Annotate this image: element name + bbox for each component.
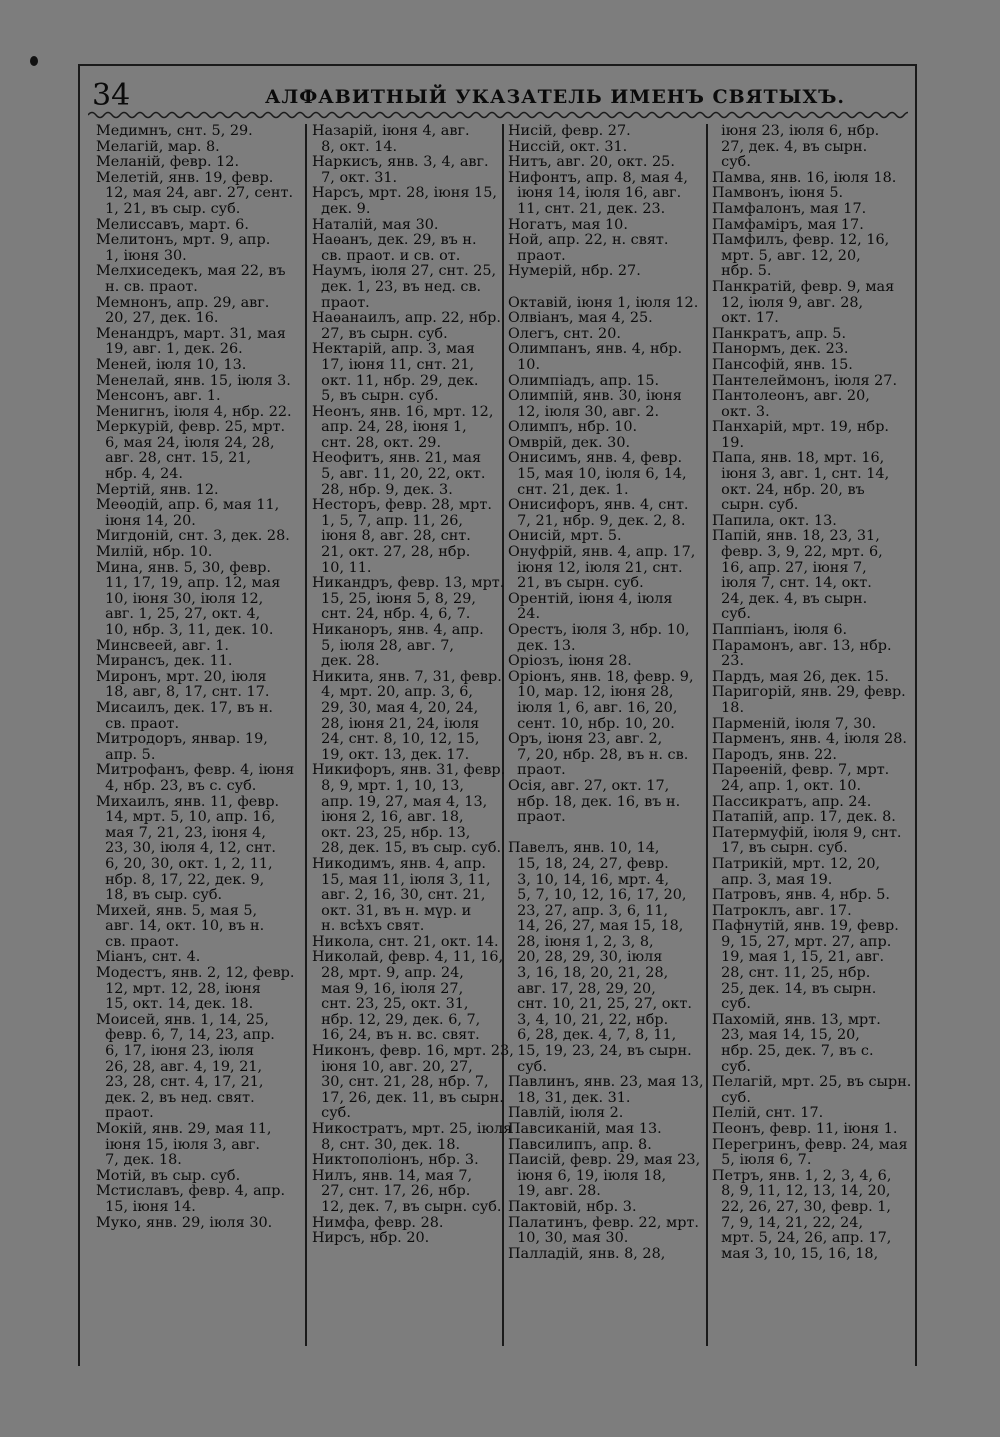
index-entry-line: Омврій, дек. 30. xyxy=(508,434,631,451)
index-entry-line: 19, авг. 28. xyxy=(508,1183,601,1200)
index-entry-line: Онисифоръ, янв. 4, снт. xyxy=(508,497,689,514)
index-entry-line: Никостратъ, мрт. 25, іюля xyxy=(312,1121,513,1137)
index-entry-line: Парамонъ, авг. 13, нбр. xyxy=(712,637,892,654)
index-entry-line: св. праот. xyxy=(96,715,180,732)
index-entry-line: мрт. 5, 24, 26, апр. 17, xyxy=(712,1230,892,1247)
index-entry-line: 3, 10, 14, 16, мрт. 4, xyxy=(508,871,670,888)
index-entry-line: Пассикратъ, апр. 24. xyxy=(712,793,872,810)
index-entry-line: 12, іюля 30, авг. 2. xyxy=(508,403,660,420)
index-entry-line: 15, іюня 14. xyxy=(96,1198,196,1215)
index-entry-line: Никола, снт. 21, окт. 14. xyxy=(312,933,499,950)
index-entry-line: снт. 28, окт. 29. xyxy=(312,434,442,451)
index-entry-line: 23, 28, снт. 4, 17, 21, xyxy=(96,1074,264,1091)
page-number: 34 xyxy=(92,78,131,113)
index-entry-line: 28, мрт. 9, апр. 24, xyxy=(312,965,464,982)
index-entry-line: 22, 26, 27, 30, февр. 1, xyxy=(712,1198,891,1215)
index-entry-line: 17, 26, дек. 11, въ сырн. xyxy=(312,1089,504,1106)
index-entry-line: Моисей, янв. 1, 14, 25, xyxy=(96,1011,269,1028)
index-entry-line: Мисаилъ, дек. 17, въ н. xyxy=(96,699,273,716)
index-entry-line: Неонъ, янв. 16, мрт. 12, xyxy=(312,403,494,420)
index-entry-line: апр. 5. xyxy=(96,746,156,763)
index-entry-line: Мина, янв. 5, 30, февр. xyxy=(96,559,271,576)
index-entry-line: іюня 23, іюля 6, нбр. xyxy=(712,123,880,139)
ink-spot xyxy=(30,56,38,66)
index-entry-line: Онисимъ, янв. 4, февр. xyxy=(508,450,683,467)
index-entry-line: іюня 15, іюля 3, авг. xyxy=(96,1136,261,1153)
index-entry-line: 8, 9, 11, 12, 13, 14, 20, xyxy=(712,1183,891,1200)
index-entry-line: св. праот. xyxy=(96,933,180,950)
index-entry-line: 25, дек. 14, въ сырн. xyxy=(712,980,877,997)
index-entry-line: іюня 6, 19, іюля 18, xyxy=(508,1167,667,1184)
index-entry-line: 5, іюля 6, 7. xyxy=(712,1152,812,1169)
index-entry-line: Олвіанъ, мая 4, 25. xyxy=(508,310,653,327)
index-entry-line: 23, мая 14, 15, 20, xyxy=(712,1027,860,1044)
index-entry-line: 3, 16, 18, 20, 21, 28, xyxy=(508,965,669,982)
index-entry-line: Нифонтъ, апр. 8, мая 4, xyxy=(508,169,688,186)
index-entry-line: Пантелеймонъ, іюля 27. xyxy=(712,372,898,389)
index-entry-line: 10, мар. 12, іюня 28, xyxy=(508,684,674,701)
column-separator xyxy=(305,124,307,1346)
index-entry-line: Оріонъ, янв. 18, февр. 9, xyxy=(508,668,694,685)
index-entry-line: авг. 2, 16, 30, снт. 21, xyxy=(312,887,486,904)
index-entry-line: дек. 28. xyxy=(312,653,380,670)
index-entry-line: Ниссій, окт. 31. xyxy=(508,138,628,155)
index-entry-line: Мотій, въ сыр. суб. xyxy=(96,1167,241,1184)
index-entry-line: 29, 30, мая 4, 20, 24, xyxy=(312,699,479,716)
index-entry-line: 23, 30, іюля 4, 12, снт. xyxy=(96,840,276,857)
index-entry-line: февр. 6, 7, 14, 23, апр. xyxy=(96,1027,275,1044)
index-entry-line: Наѳанаилъ, апр. 22, нбр. xyxy=(312,310,501,327)
index-entry-line: Мемнонъ, апр. 29, авг. xyxy=(96,294,270,311)
index-entry-line: Никита, янв. 7, 31, февр. xyxy=(312,668,502,685)
index-entry-line: нбр. 12, 29, дек. 6, 7, xyxy=(312,1011,481,1028)
index-entry-line: 19, окт. 13, дек. 17. xyxy=(312,746,470,763)
index-entry-line: авг. 14, окт. 10, въ н. xyxy=(96,918,265,935)
index-entry-line: 15, окт. 14, дек. 18. xyxy=(96,996,254,1013)
index-entry-line: Панхарій, мрт. 19, нбр. xyxy=(712,419,889,436)
index-entry-line: 1, іюня 30. xyxy=(96,247,187,264)
index-entry-line: Папій, янв. 18, 23, 31, xyxy=(712,528,880,545)
index-entry-line: Медимнъ, снт. 5, 29. xyxy=(96,123,253,139)
index-entry-line: Оріозъ, іюня 28. xyxy=(508,653,632,670)
index-entry-line: Павсилипъ, апр. 8. xyxy=(508,1136,652,1153)
index-entry-line: 3, 4, 10, 21, 22, нбр. xyxy=(508,1011,669,1028)
index-entry-line: Павлій, іюля 2. xyxy=(508,1105,624,1122)
index-entry-line: дек. 9. xyxy=(312,200,371,217)
index-entry-line: снт. 23, 25, окт. 31, xyxy=(312,996,469,1013)
index-entry-line: іюня 10, авг. 20, 27, xyxy=(312,1058,473,1075)
index-entry-line: Менсонъ, авг. 1. xyxy=(96,388,221,405)
index-entry-line: окт. 3. xyxy=(712,403,770,420)
index-entry-line: 1, 5, 7, апр. 11, 26, xyxy=(312,512,463,529)
index-entry-line: 20, 27, дек. 16. xyxy=(96,310,219,327)
index-entry-line: Оръ, іюня 23, авг. 2, xyxy=(508,731,663,748)
index-entry-line: Памфалонъ, мая 17. xyxy=(712,200,867,217)
index-entry-line: 15, 25, іюня 5, 8, 29, xyxy=(312,590,476,607)
index-entry-line: Никаноръ, янв. 4, апр. xyxy=(312,622,484,638)
index-entry-line: Муко, янв. 29, іюля 30. xyxy=(96,1214,273,1231)
index-entry-line: Миронъ, мрт. 20, іюля xyxy=(96,668,267,685)
index-entry-line: 6, 17, іюня 23, іюля xyxy=(96,1043,255,1060)
index-entry-line: 24. xyxy=(508,606,541,623)
index-entry-line: Перегринъ, февр. 24, мая xyxy=(712,1136,908,1153)
index-entry-line: Нилъ, янв. 14, мая 7, xyxy=(312,1167,473,1184)
index-entry-line: Мелагій, мар. 8. xyxy=(96,138,220,155)
index-entry-line: Пеонъ, февр. 11, іюня 1. xyxy=(712,1121,898,1137)
index-entry-line: Менандръ, март. 31, мая xyxy=(96,325,286,342)
index-entry-line: 7, 21, нбр. 9, дек. 2, 8. xyxy=(508,512,686,529)
index-entry-line: 5, 7, 10, 12, 16, 17, 20, xyxy=(508,887,687,904)
decorative-rule xyxy=(88,108,908,122)
index-entry-line: 6, мая 24, іюля 24, 28, xyxy=(96,434,275,451)
index-entry-line: н. св. праот. xyxy=(96,278,198,295)
index-entry-line: 30, снт. 21, 28, нбр. 7, xyxy=(312,1074,489,1091)
index-entry-line: Павсиканій, мая 13. xyxy=(508,1121,662,1137)
index-entry-line: праот. xyxy=(508,809,566,826)
index-entry-line: Октавій, іюня 1, іюля 12. xyxy=(508,294,699,311)
index-entry-line: мая 3, 10, 15, 16, 18, xyxy=(712,1245,879,1262)
index-entry-line: 14, мрт. 5, 10, апр. 16, xyxy=(96,809,276,826)
index-entry-line: Мелитонъ, мрт. 9, апр. xyxy=(96,232,271,249)
index-entry-line: Патермуфій, іюля 9, снт. xyxy=(712,824,902,841)
index-entry-line: Меѳодій, апр. 6, мая 11, xyxy=(96,497,280,514)
index-entry-line: 23. xyxy=(712,653,745,670)
index-entry-line: суб. xyxy=(712,1089,751,1106)
index-entry-line: Орентій, іюня 4, іюля xyxy=(508,590,673,607)
index-entry-line: 5, іюля 28, авг. 7, xyxy=(312,637,454,654)
index-entry-line: 12, мая 24, авг. 27, сент. xyxy=(96,185,294,202)
index-entry-line: 16, апр. 27, іюня 7, xyxy=(712,559,867,576)
index-entry-line: Памвонъ, іюня 5. xyxy=(712,185,844,202)
index-entry-line: Мокій, янв. 29, мая 11, xyxy=(96,1121,272,1137)
index-entry-line: снт. 10, 21, 25, 27, окт. xyxy=(508,996,692,1013)
index-entry-line: 12, іюля 9, авг. 28, xyxy=(712,294,864,311)
index-entry-line: сент. 10, нбр. 10, 20. xyxy=(508,715,675,732)
index-entry-line: февр. 3, 9, 22, мрт. 6, xyxy=(712,544,883,561)
index-entry-line: Паисій, февр. 29, мая 23, xyxy=(508,1152,701,1169)
index-entry-line: 19, мая 1, 15, 21, авг. xyxy=(712,949,885,966)
index-entry-line: нбр. 4, 24. xyxy=(96,466,183,483)
index-entry-line: Олимпій, янв. 30, іюня xyxy=(508,388,682,405)
index-entry-line: 14, 26, 27, мая 15, 18, xyxy=(508,918,684,935)
index-entry-line: суб. xyxy=(508,1058,547,1075)
index-entry-line: Нисій, февр. 27. xyxy=(508,123,631,139)
index-entry-line: 9, 15, 27, мрт. 27, апр. xyxy=(712,933,892,950)
index-entry-line: Наумъ, іюля 27, снт. 25, xyxy=(312,263,497,280)
index-entry-line: 24, дек. 4, въ сырн. xyxy=(712,590,868,607)
index-entry-line: Пантолеонъ, авг. 20, xyxy=(712,388,870,405)
index-entry-line: Паригорій, янв. 29, февр. xyxy=(712,684,906,701)
index-column-2 xyxy=(312,123,514,1247)
index-entry-line: 6, 20, 30, окт. 1, 2, 11, xyxy=(96,855,273,872)
index-entry-line: 27, снт. 17, 26, нбр. xyxy=(312,1183,471,1200)
index-entry-line: Ногатъ, мая 10. xyxy=(508,216,628,233)
index-entry-line: Панормъ, дек. 23. xyxy=(712,341,849,358)
index-entry-line: суб. xyxy=(712,154,751,171)
index-entry-line: Мелхиседекъ, мая 22, въ xyxy=(96,263,286,280)
index-entry-line: Нирсъ, нбр. 20. xyxy=(312,1230,430,1247)
index-entry-line: Пелагій, мрт. 25, въ сырн. xyxy=(712,1074,912,1091)
index-entry-line: 26, 28, авг. 4, 19, 21, xyxy=(96,1058,263,1075)
index-entry-line: Онуфрій, янв. 4, апр. 17, xyxy=(508,544,696,561)
index-entry-line: окт. 24, нбр. 20, въ xyxy=(712,481,865,498)
index-entry-line: 8, 9, мрт. 1, 10, 13, xyxy=(312,777,464,794)
index-entry-line: 11, 17, 19, апр. 12, мая xyxy=(96,575,281,592)
index-entry-line: Назарій, іюня 4, авг. xyxy=(312,123,470,139)
index-entry-line: Митрофанъ, февр. 4, іюня xyxy=(96,762,295,779)
index-entry-line: Патрикій, мрт. 12, 20, xyxy=(712,855,881,872)
index-entry-line: 7, 20, нбр. 28, въ н. св. xyxy=(508,746,689,763)
index-entry-line: 27, дек. 4, въ сырн. xyxy=(712,138,868,155)
index-entry-line: Нектарій, апр. 3, мая xyxy=(312,341,475,358)
index-entry-line: Мертій, янв. 12. xyxy=(96,481,219,498)
index-entry-line: 7, дек. 18. xyxy=(96,1152,182,1169)
index-entry-line: Олегъ, снт. 20. xyxy=(508,325,621,342)
index-entry-line: Мирансъ, дек. 11. xyxy=(96,653,233,670)
index-entry-line: 28, снт. 11, 25, нбр. xyxy=(712,965,871,982)
index-entry-line: мая 9, 16, іюля 27, xyxy=(312,980,464,997)
index-entry-line: Менелай, янв. 15, іюля 3. xyxy=(96,372,291,389)
index-entry-line: 24, апр. 1, окт. 10. xyxy=(712,777,862,794)
index-entry-line: 11, снт. 21, дек. 23. xyxy=(508,200,666,217)
index-entry-line: св. праот. и св. от. xyxy=(312,247,461,264)
index-entry-line: 28, іюня 1, 2, 3, 8, xyxy=(508,933,654,950)
index-entry-line: Никодимъ, янв. 4, апр. xyxy=(312,855,486,872)
index-entry-line: Никонъ, февр. 16, мрт. 23, xyxy=(312,1043,514,1060)
index-entry-line xyxy=(508,280,708,296)
index-entry-line: 4, мрт. 20, апр. 3, 6, xyxy=(312,684,473,701)
index-entry-line: 15, 18, 24, 27, февр. xyxy=(508,855,669,872)
index-entry-line: 15, 19, 23, 24, въ сырн. xyxy=(508,1043,692,1060)
index-entry-line: авг. 1, 25, 27, окт. 4, xyxy=(96,606,261,623)
index-entry-line: окт. 31, въ н. мүр. и xyxy=(312,902,472,919)
index-entry-line: Минсвеей, авг. 1. xyxy=(96,637,229,654)
index-entry-line: Михаилъ, янв. 11, февр. xyxy=(96,793,280,810)
index-entry-line: 7, окт. 31. xyxy=(312,169,398,186)
index-entry-line: Мелетій, янв. 19, февр. xyxy=(96,169,274,186)
index-entry-line: іюня 12, іюля 21, снт. xyxy=(508,559,683,576)
index-entry-line: дек. 2, въ нед. свят. xyxy=(96,1089,255,1106)
index-entry-line: мрт. 5, авг. 12, 20, xyxy=(712,247,861,264)
index-entry-line: Парменій, іюля 7, 30. xyxy=(712,715,877,732)
index-entry-line: 28, нбр. 9, дек. 3. xyxy=(312,481,453,498)
index-entry-line: Павелъ, янв. 10, 14, xyxy=(508,840,660,857)
index-entry-line: Пахомій, янв. 13, мрт. xyxy=(712,1011,881,1028)
index-entry-line: Мстиславъ, февр. 4, апр. xyxy=(96,1183,286,1200)
index-entry-line: Ной, апр. 22, н. свят. xyxy=(508,232,669,249)
index-entry-line xyxy=(508,826,708,842)
index-entry-line: 8, снт. 30, дек. 18. xyxy=(312,1136,461,1153)
index-entry-line: окт. 17. xyxy=(712,310,779,327)
index-entry-line: Олимпъ, нбр. 10. xyxy=(508,419,638,436)
index-entry-line: 12, дек. 7, въ сырн. суб. xyxy=(312,1198,502,1215)
index-entry-line: окт. 23, 25, нбр. 13, xyxy=(312,824,471,841)
index-entry-line: 19. xyxy=(712,434,745,451)
index-entry-line: Парѳеній, февр. 7, мрт. xyxy=(712,762,890,779)
index-entry-line: Нарсъ, мрт. 28, іюня 15, xyxy=(312,185,497,202)
index-entry-line: 7, 9, 14, 21, 22, 24, xyxy=(712,1214,864,1231)
index-entry-line: іюня 14, іюля 16, авг. xyxy=(508,185,682,202)
index-entry-line: Меркурій, февр. 25, мрт. xyxy=(96,419,286,436)
index-entry-line: авг. 17, 28, 29, 20, xyxy=(508,980,656,997)
index-entry-line: Менигнъ, іюля 4, нбр. 22. xyxy=(96,403,292,420)
index-entry-line: 21, въ сырн. суб. xyxy=(508,575,644,592)
index-entry-line: дек. 13. xyxy=(508,637,576,654)
index-entry-line: Наталій, мая 30. xyxy=(312,216,439,233)
index-entry-line: іюня 8, авг. 28, снт. xyxy=(312,528,471,545)
index-column-4 xyxy=(712,124,912,1262)
index-entry-line: Никифоръ, янв. 31, февр. xyxy=(312,762,506,779)
index-entry-line: 18, 31, дек. 31. xyxy=(508,1089,631,1106)
index-entry-line: Патроклъ, авг. 17. xyxy=(712,902,852,919)
index-entry-line: 17, въ сырн. суб. xyxy=(712,840,848,857)
index-entry-line: 5, авг. 11, 20, 22, окт. xyxy=(312,466,486,483)
index-entry-line: 12, мрт. 12, 28, іюня xyxy=(96,980,261,997)
index-entry-line: Олимпанъ, янв. 4, нбр. xyxy=(508,341,683,358)
index-entry-line: 24, снт. 8, 10, 12, 15, xyxy=(312,731,480,748)
index-entry-line: Пансофій, янв. 15. xyxy=(712,356,853,373)
index-entry-line: праот. xyxy=(312,294,370,311)
index-entry-line: 17, іюня 11, снт. 21, xyxy=(312,356,475,373)
index-entry-line: Неофитъ, янв. 21, мая xyxy=(312,450,482,467)
index-entry-line: 6, 28, дек. 4, 7, 8, 11, xyxy=(508,1027,677,1044)
index-entry-line: 18, авг, 8, 17, снт. 17. xyxy=(96,684,270,701)
index-entry-line: Парменъ, янв. 4, іюля 28. xyxy=(712,731,907,748)
index-entry-line: 28, іюня 21, 24, іюля xyxy=(312,715,480,732)
index-entry-line: нбр. 8, 17, 22, дек. 9, xyxy=(96,871,265,888)
index-entry-line: 10, 30, мая 30. xyxy=(508,1230,629,1247)
index-entry-line: Пафнутій, янв. 19, февр. xyxy=(712,918,899,935)
index-entry-line: Панкратъ, апр. 5. xyxy=(712,325,847,342)
index-entry-line: суб. xyxy=(712,1058,751,1075)
index-entry-line: 10, 11. xyxy=(312,559,372,576)
index-entry-line: 8, окт. 14. xyxy=(312,138,398,155)
index-entry-line: 20, 28, 29, 30, іюля xyxy=(508,949,663,966)
index-entry-line: дек. 1, 23, въ нед. св. xyxy=(312,278,482,295)
index-entry-line: Паппіанъ, іюля 6. xyxy=(712,622,848,638)
index-entry-line: праот. xyxy=(508,762,566,779)
index-entry-line: Пардъ, мая 26, дек. 15. xyxy=(712,668,889,685)
index-entry-line: іюня 14, 20. xyxy=(96,512,196,529)
index-entry-line: 27, въ сырн. суб. xyxy=(312,325,448,342)
index-entry-line: Петръ, янв. 1, 2, 3, 4, 6, xyxy=(712,1167,892,1184)
index-entry-line: 18. xyxy=(712,699,745,716)
index-entry-line: апр. 3, мая 19. xyxy=(712,871,833,888)
index-entry-line: 23, 27, апр. 3, 6, 11, xyxy=(508,902,669,919)
index-entry-line: Несторъ, февр. 28, мрт. xyxy=(312,497,492,514)
index-entry-line: Нитъ, авг. 20, окт. 25. xyxy=(508,154,675,171)
index-entry-line: 21, окт. 27, 28, нбр. xyxy=(312,544,471,561)
index-entry-line: нбр. 5. xyxy=(712,263,772,280)
index-entry-line: 4, нбр. 23, въ с. суб. xyxy=(96,777,257,794)
index-entry-line: Никтополіонъ, нбр. 3. xyxy=(312,1152,479,1169)
index-entry-line: Митродоръ, январ. 19, xyxy=(96,731,268,748)
index-entry-line: Панкратій, февр. 9, мая xyxy=(712,278,895,295)
index-entry-line: Михей, янв. 5, мая 5, xyxy=(96,902,258,919)
index-entry-line: Онисій, мрт. 5. xyxy=(508,528,622,545)
index-entry-line: 16, 24, въ н. вс. свят. xyxy=(312,1027,480,1044)
page-title: АЛФАВИТНЫЙ УКАЗАТЕЛЬ ИМЕНЪ СВЯТЫХЪ. xyxy=(265,86,845,108)
index-entry-line: Палатинъ, февр. 22, мрт. xyxy=(508,1214,699,1231)
index-entry-line: 15, мая 10, іюля 6, 14, xyxy=(508,466,687,483)
index-entry-line: 5, въ сырн. суб. xyxy=(312,388,439,405)
index-entry-line: іюня 3, авг. 1, снт. 14, xyxy=(712,466,890,483)
index-entry-line: Патровъ, янв. 4, нбр. 5. xyxy=(712,887,890,904)
index-entry-line: 10, іюня 30, іюля 12, xyxy=(96,590,264,607)
index-entry-line: Пародъ, янв. 22. xyxy=(712,746,837,763)
index-entry-line: Памфилъ, февр. 12, 16, xyxy=(712,232,890,249)
index-entry-line: Памфаміръ, мая 17. xyxy=(712,216,864,233)
index-entry-line: праот. xyxy=(508,247,566,264)
index-entry-line: авг. 28, снт. 15, 21, xyxy=(96,450,252,467)
index-entry-line: снт. 24, нбр. 4, 6, 7. xyxy=(312,606,471,623)
index-entry-line: Патапій, апр. 17, дек. 8. xyxy=(712,809,896,826)
index-entry-line: Папа, янв. 18, мрт. 16, xyxy=(712,450,885,467)
index-entry-line: Орестъ, іюля 3, нбр. 10, xyxy=(508,622,690,638)
index-entry-line: іюля 7, снт. 14, окт. xyxy=(712,575,872,592)
index-entry-line: Меланій, февр. 12. xyxy=(96,154,240,171)
index-entry-line: апр. 19, 27, мая 4, 13, xyxy=(312,793,488,810)
index-entry-line: суб. xyxy=(712,606,751,623)
index-entry-line: суб. xyxy=(712,996,751,1013)
index-entry-line: апр. 24, 28, іюня 1, xyxy=(312,419,467,436)
index-entry-line: 15, мая 11, іюля 3, 11, xyxy=(312,871,491,888)
index-entry-line: Пелій, снт. 17. xyxy=(712,1105,824,1122)
index-entry-line: суб. xyxy=(312,1105,351,1122)
index-entry-line: нбр. 25, дек. 7, въ с. xyxy=(712,1043,874,1060)
index-entry-line: Наѳанъ, дек. 29, въ н. xyxy=(312,232,477,249)
index-entry-line: окт. 11, нбр. 29, дек. xyxy=(312,372,479,389)
index-entry-line: Меней, іюля 10, 13. xyxy=(96,356,247,373)
index-entry-line: Мелиссавъ, март. 6. xyxy=(96,216,249,233)
index-entry-line: Міанъ, снт. 4. xyxy=(96,949,201,966)
index-entry-line: 1, 21, въ сыр. суб. xyxy=(96,200,241,217)
index-entry-line: Павлинъ, янв. 23, мая 13, xyxy=(508,1074,704,1091)
index-entry-line: н. всѣхъ свят. xyxy=(312,918,425,935)
index-entry-line: 19, авг. 1, дек. 26. xyxy=(96,341,243,358)
index-entry-line: Пактовій, нбр. 3. xyxy=(508,1198,637,1215)
index-entry-line: Памва, янв. 16, іюля 18. xyxy=(712,169,897,186)
index-entry-line: Милій, нбр. 10. xyxy=(96,544,213,561)
index-entry-line: Папила, окт. 13. xyxy=(712,512,837,529)
index-entry-line: 10, нбр. 3, 11, дек. 10. xyxy=(96,622,274,638)
index-entry-line: праот. xyxy=(96,1105,154,1122)
index-entry-line: сырн. суб. xyxy=(712,497,799,514)
index-entry-line: Наркисъ, янв. 3, 4, авг. xyxy=(312,154,489,171)
index-entry-line: 10. xyxy=(508,356,541,373)
index-entry-line: Никандръ, февр. 13, мрт. xyxy=(312,575,505,592)
index-entry-line: іюня 2, 16, авг. 18, xyxy=(312,809,464,826)
index-entry-line: нбр. 18, дек. 16, въ н. xyxy=(508,793,681,810)
index-entry-line: іюля 1, 6, авг. 16, 20, xyxy=(508,699,678,716)
index-entry-line: Модестъ, янв. 2, 12, февр. xyxy=(96,965,295,982)
index-entry-line: 28, дек. 15, въ сыр. суб. xyxy=(312,840,502,857)
index-column-3 xyxy=(508,124,708,1262)
index-entry-line: Нумерій, нбр. 27. xyxy=(508,263,641,280)
index-entry-line: Осія, авг. 27, окт. 17, xyxy=(508,777,670,794)
index-entry-line: снт. 21, дек. 1. xyxy=(508,481,629,498)
index-entry-line: Нимфа, февр. 28. xyxy=(312,1214,444,1231)
index-entry-line: Николай, февр. 4, 11, 16, xyxy=(312,949,504,966)
index-entry-line: мая 7, 21, 23, іюня 4, xyxy=(96,824,266,841)
index-entry-line: 18, въ сыр. суб. xyxy=(96,887,223,904)
index-entry-line: Олимпіадъ, апр. 15. xyxy=(508,372,660,389)
index-entry-line: Мигдоній, снт. 3, дек. 28. xyxy=(96,528,290,545)
index-column-1 xyxy=(96,124,301,1231)
index-entry-line: Палладій, янв. 8, 28, xyxy=(508,1245,666,1262)
